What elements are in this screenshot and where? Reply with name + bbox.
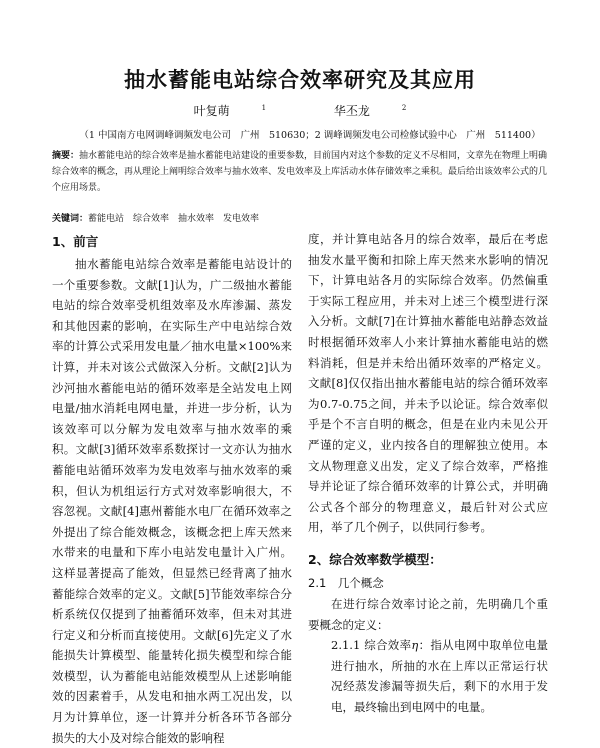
author-1-name: 叶复萌 bbox=[193, 104, 230, 118]
affiliation: （1 中国南方电网调峰调频发电公司 广州 510630；2 调峰调频发电公司检修试验中心 广州 511400） bbox=[79, 130, 541, 141]
eta-symbol: η bbox=[411, 638, 419, 653]
definition-label: 2.1.1 综合效率 bbox=[331, 638, 412, 653]
section-2-1-heading: 2.1 几个概念 bbox=[308, 575, 384, 590]
definition-2-1-1 bbox=[308, 635, 548, 717]
abstract-text: 抽水蓄能电站的综合效率是抽水蓄能电站建设的重要参数，目前国内对这个参数的定义不尽相同，文章先在物理上明确综合效率的概念，再从理论上阐明综合效率与抽水效率、发电效率及上库活动水体存储效率之乘积。最后给出该效率公式的几个应用场景。 bbox=[52, 151, 548, 193]
abstract-label: 摘要： bbox=[52, 151, 80, 161]
intro-paragraph-continued: 度，并计算电站各月的综合效率，最后在考虑抽发水量平衡和扣除上库天然来水影响的情况下，计算电站各月的实际综合效率。仍然偏重于实际工程应用，并未对上述三个模型进行深入分析。文献[7]在计算抽水蓄能电站静态效益时根据循环效率人小来计算抽水蓄能电站的燃料消耗，但是并未给出循环效率的严格定义。文献[8]仅仅指出抽水蓄能电站的综合循环效率为0.7-0.75之间，并未予以论证。综合效率似乎是个不言自明的概念，但是在业内未见公开严谨的定义，业内按各自的理解独立使用。本文从物理意义出发，定义了综合效率，严格推导并论证了综合循环效率的计算公式，并明确公式各个部分的物理意义，最后针对公式应用，举了几个例子，以供同行参考。 bbox=[308, 232, 548, 535]
abstract bbox=[52, 148, 552, 196]
paper-title: 抽水蓄能电站综合效率研究及其应用 bbox=[124, 68, 476, 92]
author-2 bbox=[318, 104, 422, 118]
section-1-heading: 1、前言 bbox=[52, 234, 99, 249]
keywords-label: 关键词： bbox=[52, 214, 89, 224]
intro-paragraph: 抽水蓄能电站综合效率是蓄能电站设计的一个重要参数。文献[1]认为，广二级抽水蓄能电站的综合效率受机组效率及水库渗漏、蒸发和其他因素的影响，在实际生产中电站综合效率的计算公式采用发电量／抽水电量×100%来计算，并未对该公式做深入分析。文献[2]认为沙河抽水蓄能电站的循环效率是全站发电上网电量/抽水消耗电网电量，并进一步分析，认为该效率可以分解为发电效率与抽水效率的乘积。文献[3]循环效率系数探讨一文亦认为抽水蓄能电站循环效率为发电效率与抽水效率的乘积，但认为机组运行方式对效率影响很大，不容忽视。文献[4]惠州蓄能水电厂在循环效率之外提出了综合能效概念，该概念把上库天然来水带来的电量和下库小电站发电量计入广州。这样显著提高了能效，但显然已经背离了抽水蓄能综合效率的定义。文献[5]节能效率综合分析系统仅仅提到了抽蓄循环效率，但未对其进行定义和分析而直接使用。文献[6]先定义了水能损失计算模型、能量转化损失模型和综合能效模型，认为蓄能电站能效模型从上述影响能效的因素着手，从发电和抽水两工况出发，以月为计算单位，逐一计算并分析各环节各部分损失的大小及对综合能效的影响程 bbox=[52, 257, 292, 745]
definition-text: ：指从电网中取单位电量进行抽水，所抽的水在上库以正常运行状况经蒸发渗漏等损失后，剩下的水用于发电，最终输出到电网中的电量。 bbox=[331, 638, 549, 714]
author-2-mark: 2 bbox=[401, 104, 407, 112]
author-1 bbox=[178, 104, 282, 118]
right-column bbox=[308, 229, 548, 717]
left-column bbox=[52, 230, 292, 748]
section-2-1-text: 在进行综合效率讨论之前，先明确几个重要概念的定义： bbox=[308, 596, 548, 632]
keywords bbox=[52, 211, 552, 224]
keywords-text: 蓄能电站 综合效率 抽水效率 发电效率 bbox=[88, 214, 260, 224]
author-1-mark: 1 bbox=[261, 104, 267, 112]
section-2-heading: 2、综合效率数学模型： bbox=[308, 551, 442, 567]
author-2-name: 华丕龙 bbox=[333, 104, 370, 118]
author-list bbox=[0, 102, 600, 119]
